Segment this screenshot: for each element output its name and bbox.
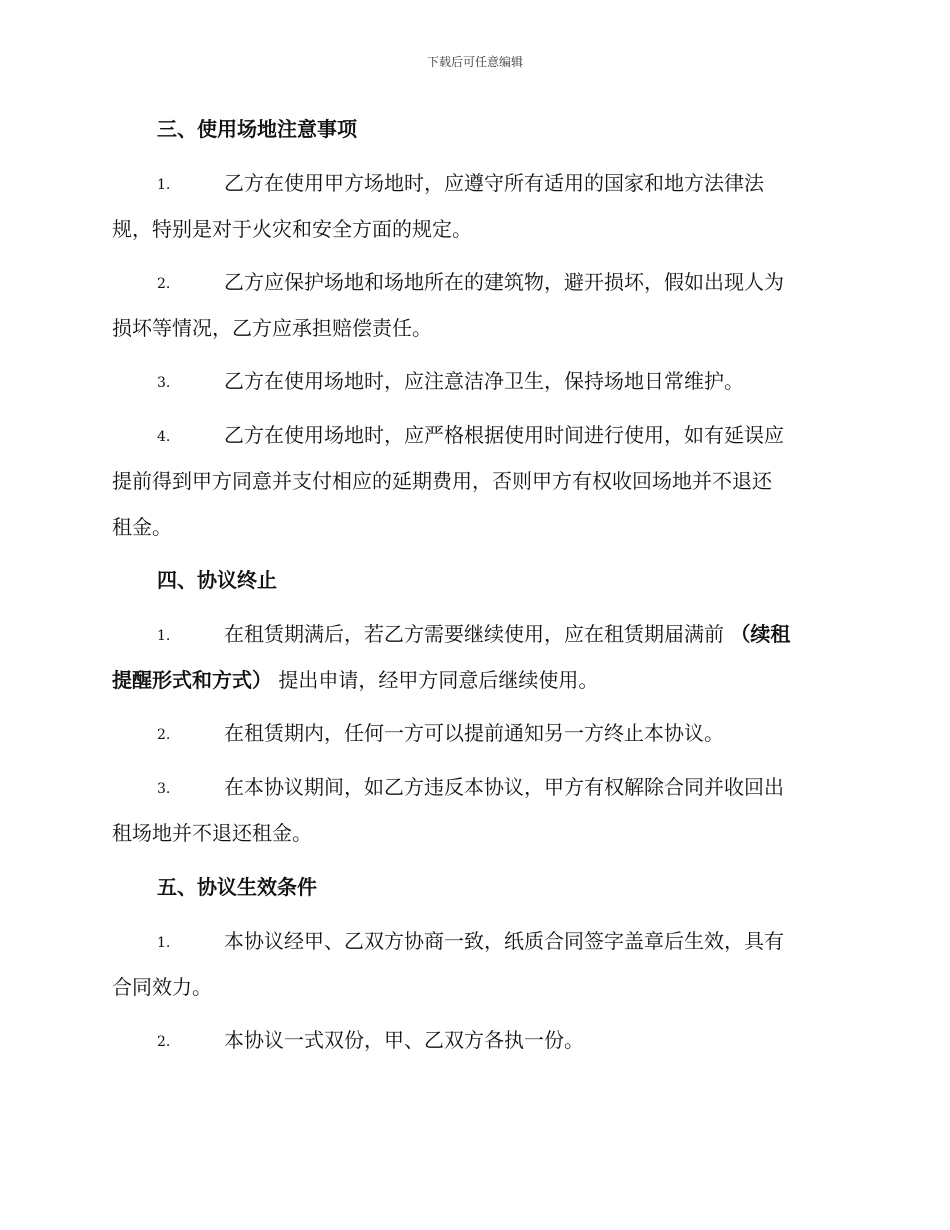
clause-text: 损坏等情况，乙方应承担赔偿责任。 [112,316,432,340]
clause-text: 在租赁期满后，若乙方需要继续使用，应在租赁期届满前 [224,622,731,646]
clause-item [112,918,842,1010]
clause-item [112,1017,842,1063]
clause-text: 乙方应保护场地和场地所在的建筑物，避开损坏，假如出现人为 [224,270,784,294]
clause-number: 3. [157,781,171,797]
clause-text: 租场地并不退还租金。 [112,821,312,845]
clause-text: 乙方在使用场地时，应注意洁净卫生，保持场地日常维护。 [224,369,744,393]
page-header: 下载后可任意编辑 [426,55,523,69]
clause-item [112,611,842,703]
clause-item [112,259,842,351]
clause-item [112,160,842,252]
clause-text: 规，特别是对于火灾和安全方面的规定。 [112,217,472,241]
clause-number: 1. [157,628,171,644]
section-heading: 五、协议生效条件 [157,875,317,899]
clause-number: 1. [157,177,171,193]
clause-text: 本协议经甲、乙双方协商一致，纸质合同签字盖章后生效，具有 [224,929,784,953]
clause-number: 2. [157,727,171,743]
clause-number: 2. [157,1034,171,1050]
clause-number: 4. [157,429,171,445]
clause-number: 1. [157,935,171,951]
clause-item [112,358,842,404]
clause-number: 3. [157,375,171,391]
clause-text: 合同效力。 [112,975,212,999]
clause-text: 在本协议期间，如乙方违反本协议，甲方有权解除合同并收回出 [224,775,784,799]
clause-text: 在租赁期内，任何一方可以提前通知另一方终止本协议。 [224,721,724,745]
clause-text: 租金。 [112,515,172,539]
clause-text: 本协议一式双份，甲、乙双方各执一份。 [224,1028,584,1052]
clause-text: 乙方在使用场地时，应严格根据使用时间进行使用，如有延误应 [224,423,784,447]
clause-bold-text: （续租 [730,622,791,646]
clause-text: 提出申请，经甲方同意后继续使用。 [272,668,599,692]
clause-item [112,764,842,856]
section-heading: 三、使用场地注意事项 [157,117,357,141]
clause-item [112,412,842,550]
clause-bold-text: 提醒形式和方式） [112,668,272,692]
clause-text: 提前得到甲方同意并支付相应的延期费用，否则甲方有权收回场地并不退还 [112,469,772,493]
section-heading: 四、协议终止 [157,568,277,592]
clause-text: 乙方在使用甲方场地时，应遵守所有适用的国家和地方法律法 [224,171,764,195]
clause-item [112,710,842,756]
clause-number: 2. [157,276,171,292]
